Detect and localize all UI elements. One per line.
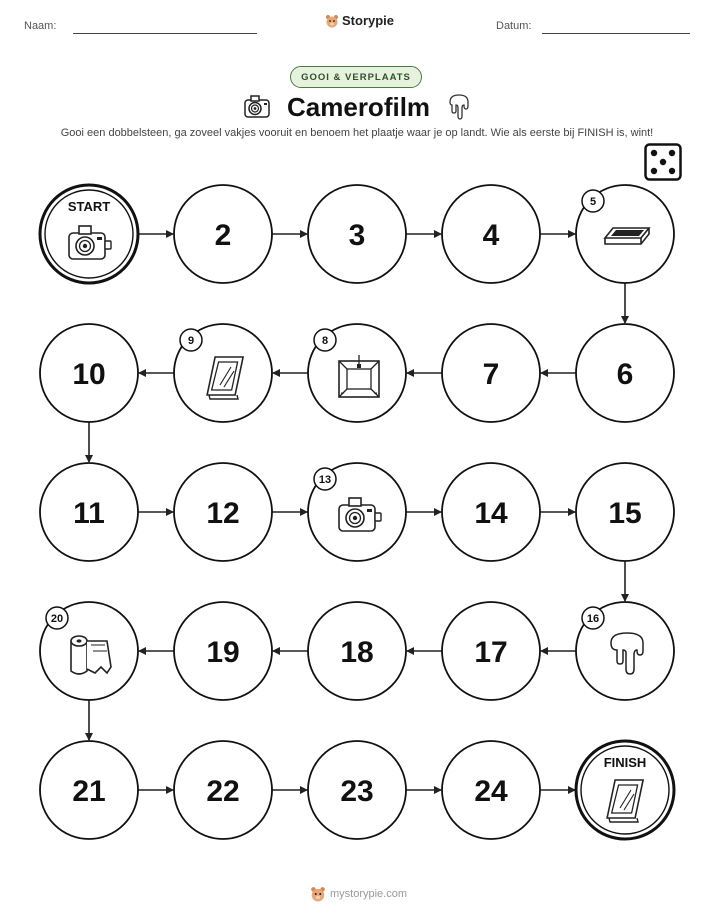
board-space-15[interactable]	[576, 463, 674, 561]
page-title: Camerofilm	[287, 92, 431, 122]
footer-site: mystorypie.com	[330, 888, 408, 900]
darkroom-lamp-icon	[339, 355, 379, 397]
space-number-badge	[46, 607, 68, 629]
board-space-10[interactable]	[40, 324, 138, 422]
space-number: 21	[72, 775, 106, 808]
svg-text:5: 5	[589, 196, 597, 208]
board-space-18[interactable]	[308, 602, 406, 700]
board-space-11[interactable]	[40, 463, 138, 561]
name-label: Naam:	[24, 20, 57, 32]
space-number: 22	[206, 775, 240, 808]
game-type-badge: GOOI & VERPLAATS	[290, 66, 422, 88]
svg-text:8: 8	[321, 335, 329, 347]
board-space-24[interactable]	[442, 741, 540, 839]
space-number: 19	[206, 636, 240, 669]
board-space-2[interactable]	[174, 185, 272, 283]
board-space-13[interactable]	[308, 463, 406, 561]
board-space-21[interactable]	[40, 741, 138, 839]
board-space-20[interactable]	[40, 602, 138, 700]
space-number: 14	[474, 497, 508, 530]
bear-logo-icon	[310, 886, 326, 902]
start-space[interactable]	[40, 185, 138, 283]
space-number: 24	[474, 775, 508, 808]
start-label: START	[67, 199, 111, 214]
space-number: 23	[340, 775, 374, 808]
board-space-19[interactable]	[174, 602, 272, 700]
space-number: 2	[214, 219, 232, 252]
date-label: Datum:	[496, 20, 532, 32]
svg-text:20: 20	[50, 613, 64, 625]
board-space-4[interactable]	[442, 185, 540, 283]
board-space-22[interactable]	[174, 741, 272, 839]
space-number-badge	[314, 329, 336, 351]
board-space-17[interactable]	[442, 602, 540, 700]
board-space-23[interactable]	[308, 741, 406, 839]
board-space-9[interactable]	[174, 324, 272, 422]
instructions: Gooi een dobbelsteen, ga zoveel vakjes vooruit en benoem het plaatje waar je op landt. Wie als eerste bij FINISH is, wint!	[60, 127, 654, 139]
board-space-7[interactable]	[442, 324, 540, 422]
space-number-badge	[582, 190, 604, 212]
space-number: 11	[73, 497, 105, 530]
film-roll-icon	[71, 636, 111, 674]
board-space-14[interactable]	[442, 463, 540, 561]
space-number: 12	[206, 497, 240, 530]
board-space-5[interactable]	[576, 185, 674, 283]
space-number: 6	[616, 358, 634, 391]
space-number: 10	[72, 358, 106, 391]
svg-text:16: 16	[586, 613, 600, 625]
space-number: 7	[482, 358, 500, 391]
space-number: 17	[474, 636, 508, 669]
space-number-badge	[582, 607, 604, 629]
space-number-badge	[180, 329, 202, 351]
board-space-8[interactable]	[308, 324, 406, 422]
board-space-6[interactable]	[576, 324, 674, 422]
finish-space[interactable]	[576, 741, 674, 839]
board-space-12[interactable]	[174, 463, 272, 561]
space-number: 18	[340, 636, 374, 669]
space-number: 15	[608, 497, 642, 530]
footer	[310, 886, 407, 902]
board-space-3[interactable]	[308, 185, 406, 283]
space-number: 3	[348, 219, 366, 252]
space-number: 4	[482, 219, 500, 252]
svg-text:9: 9	[187, 335, 195, 347]
space-number-badge	[314, 468, 336, 490]
svg-text:13: 13	[318, 474, 332, 486]
board-space-16[interactable]	[576, 602, 674, 700]
brand-name: Storypie	[342, 13, 395, 28]
finish-label: FINISH	[603, 755, 647, 770]
